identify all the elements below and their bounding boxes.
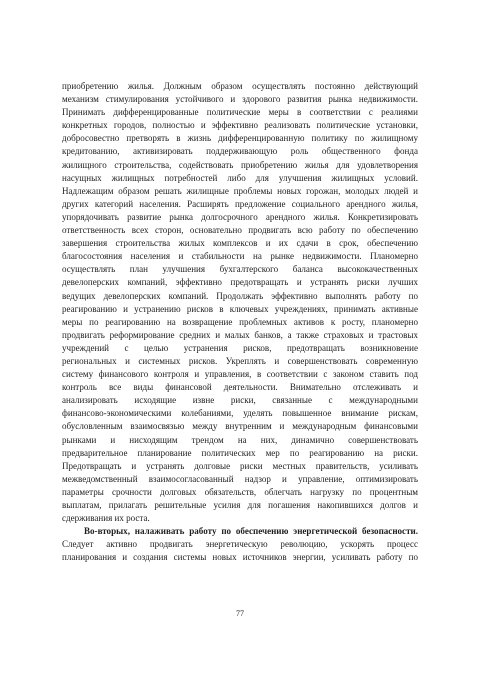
text-line: контроль все виды финансовой деятельности. Внимательно отслеживать и xyxy=(62,382,418,393)
text-line: механизм стимулирования устойчивого и здорового развития рынка недвижимости. xyxy=(62,94,418,105)
text-line: Следует активно продвигать энергетическую революцию, ускорять процесс xyxy=(62,539,418,550)
text-line: завершения строительства жилых комплексов и их сдачи в срок, обеспечению xyxy=(62,238,418,249)
section-heading: Во-вторых, налаживать работу по обеспечению энергетической безопасности. xyxy=(84,526,418,537)
text-line: продвигать реформирование средних и малых банков, а также страховых и трастовых xyxy=(62,329,418,340)
text-line: ответственность всех сторон, основательно продвигать всю работу по обеспечению xyxy=(62,225,418,236)
text-line: систему финансового контроля и управления, в соответствии с законом ставить под xyxy=(62,369,418,380)
text-line: девелоперских компаний, эффективно предотвращать и устранять риски лучших xyxy=(62,277,418,288)
text-line: жилищного строительства, содействовать приобретению жилья для удовлетворения xyxy=(62,159,418,170)
text-line: конкретных городов, полностью и эффективно реализовать политические установки, xyxy=(62,120,418,131)
text-line: сдерживания их роста. xyxy=(62,513,150,524)
page-number: 77 xyxy=(236,609,244,618)
text-line: учреждений с целью устранения рисков, предотвращать возникновение xyxy=(62,342,418,353)
text-line: финансово-экономическими колебаниями, уделять повышенное внимание рискам, xyxy=(62,408,418,419)
text-line: Надлежащим образом решать жилищные проблемы новых горожан, молодых людей и xyxy=(62,185,418,196)
text-line: ведущих девелоперских компаний. Продолжать эффективно выполнять работу по xyxy=(62,290,418,301)
text-line: других категорий населения. Расширять предложение социального арендного жилья, xyxy=(62,198,418,209)
body-text xyxy=(62,80,418,564)
text-line: меры по реагированию на возвращение проблемных активов к росту, планомерно xyxy=(62,316,418,327)
text-line: реагированию и устранению рисков в ключевых учреждениях, принимать активные xyxy=(62,303,418,314)
text-line: выплатам, прилагать решительные усилия для погашения накопившихся долгов и xyxy=(62,500,418,510)
text-line: рынками и нисходящим трендом на них, динамично совершенствовать xyxy=(62,434,418,445)
text-line: планирования и создания системы новых источников энергии, усиливать работу по xyxy=(62,552,418,563)
text-line: благосостояния населения и стабильности на рынке недвижимости. Планомерно xyxy=(62,251,418,262)
text-line: Принимать дифференцированные политические меры в соответствии с реалиями xyxy=(62,107,418,118)
text-line: анализировать исходящие извне риски, связанные с международными xyxy=(62,395,418,406)
text-line: кредитованию, активизировать поддерживающую роль общественного фонда xyxy=(62,146,418,157)
text-line: региональных и системных рисков. Укреплять и совершенствовать современную xyxy=(62,355,418,366)
text-line: приобретению жилья. Должным образом осуществлять постоянно действующий xyxy=(62,81,418,91)
text-line: параметры срочности долговых обязательств, облегчать нагрузку по процентным xyxy=(62,486,418,497)
text-line: предварительное планирование политических мер по реагированию на риски. xyxy=(62,447,418,458)
text-line: добросовестно претворять в жизнь дифференцированную политику по жилищному xyxy=(62,133,418,144)
text-line: обусловленным взаимосвязью между внутренним и международным финансовыми xyxy=(62,421,418,432)
text-line: упорядочивать развитие рынка долгосрочного арендного жилья. Конкретизировать xyxy=(62,211,418,222)
text-line: Предотвращать и устранять долговые риски местных правительств, усиливать xyxy=(62,460,418,471)
text-line: осуществлять план улучшения бухгалтерского баланса высококачественных xyxy=(62,264,418,275)
text-line: насущных жилищных потребностей либо для улучшения жилищных условий. xyxy=(62,172,418,183)
text-line: межведомственный взаимосогласованный надзор и управление, оптимизировать xyxy=(62,473,418,484)
